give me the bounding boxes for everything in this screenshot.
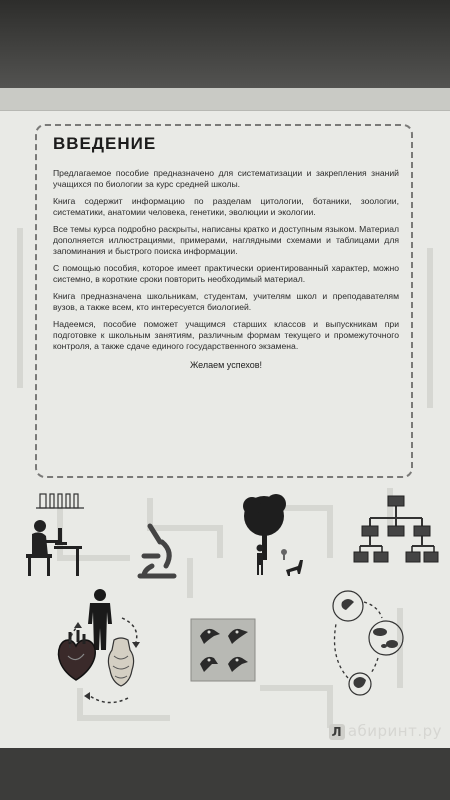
background-shadow — [0, 0, 450, 100]
introduction-title: ВВЕДЕНИЕ — [53, 134, 157, 153]
introduction-box — [35, 124, 413, 478]
intro-paragraph-3: Все темы курса подробно раскрыты, написаны кратко и доступным языком. Материал дополняется иллюстрациями, примерами, наглядными схемами и таблицами для запоминания и быстрого поиска информации. — [53, 224, 399, 256]
watermark-logo: Л — [329, 724, 345, 740]
intro-paragraph-4: С помощью пособия, которое имеет практически ориентированный характер, можно системно, в короткие сроки повторить необходимый материал. — [53, 263, 399, 284]
bird-heads-icon — [190, 618, 256, 682]
closing-wish: Желаем успехов! — [189, 360, 263, 370]
microscope-icon — [130, 520, 182, 582]
classification-tree-icon — [352, 492, 442, 578]
watermark-text: абиринт.ру — [347, 722, 442, 740]
cycle-arrows — [60, 608, 160, 708]
intro-paragraph-6: Надеемся, пособие поможет учащимся старших классов и выпускникам при подготовке к школьным занятиям, различным формам текущего и промежуточного контроля, а также сдаче единого государственного экзамена. — [53, 319, 399, 351]
student-at-microscope-icon — [18, 488, 90, 580]
watermark — [329, 722, 442, 740]
tree-person-dog-icon — [240, 488, 312, 580]
book-page — [0, 88, 450, 748]
intro-paragraph-5: Книга предназначена школьникам, студентам, учителям школ и преподавателям вузов, а также всем, кто интересуется биологией. — [53, 291, 399, 312]
intro-paragraph-2: Книга содержит информацию по разделам цитологии, ботаники, зоологии, систематики, анатомии человека, генетики, эволюции и экологии. — [53, 196, 399, 217]
intro-paragraph-1: Предлагаемое пособие предназначено для систематизации и закрепления знаний учащихся по биологии за курс средней школы. — [53, 168, 399, 189]
cells-cycle-icon — [320, 588, 410, 698]
